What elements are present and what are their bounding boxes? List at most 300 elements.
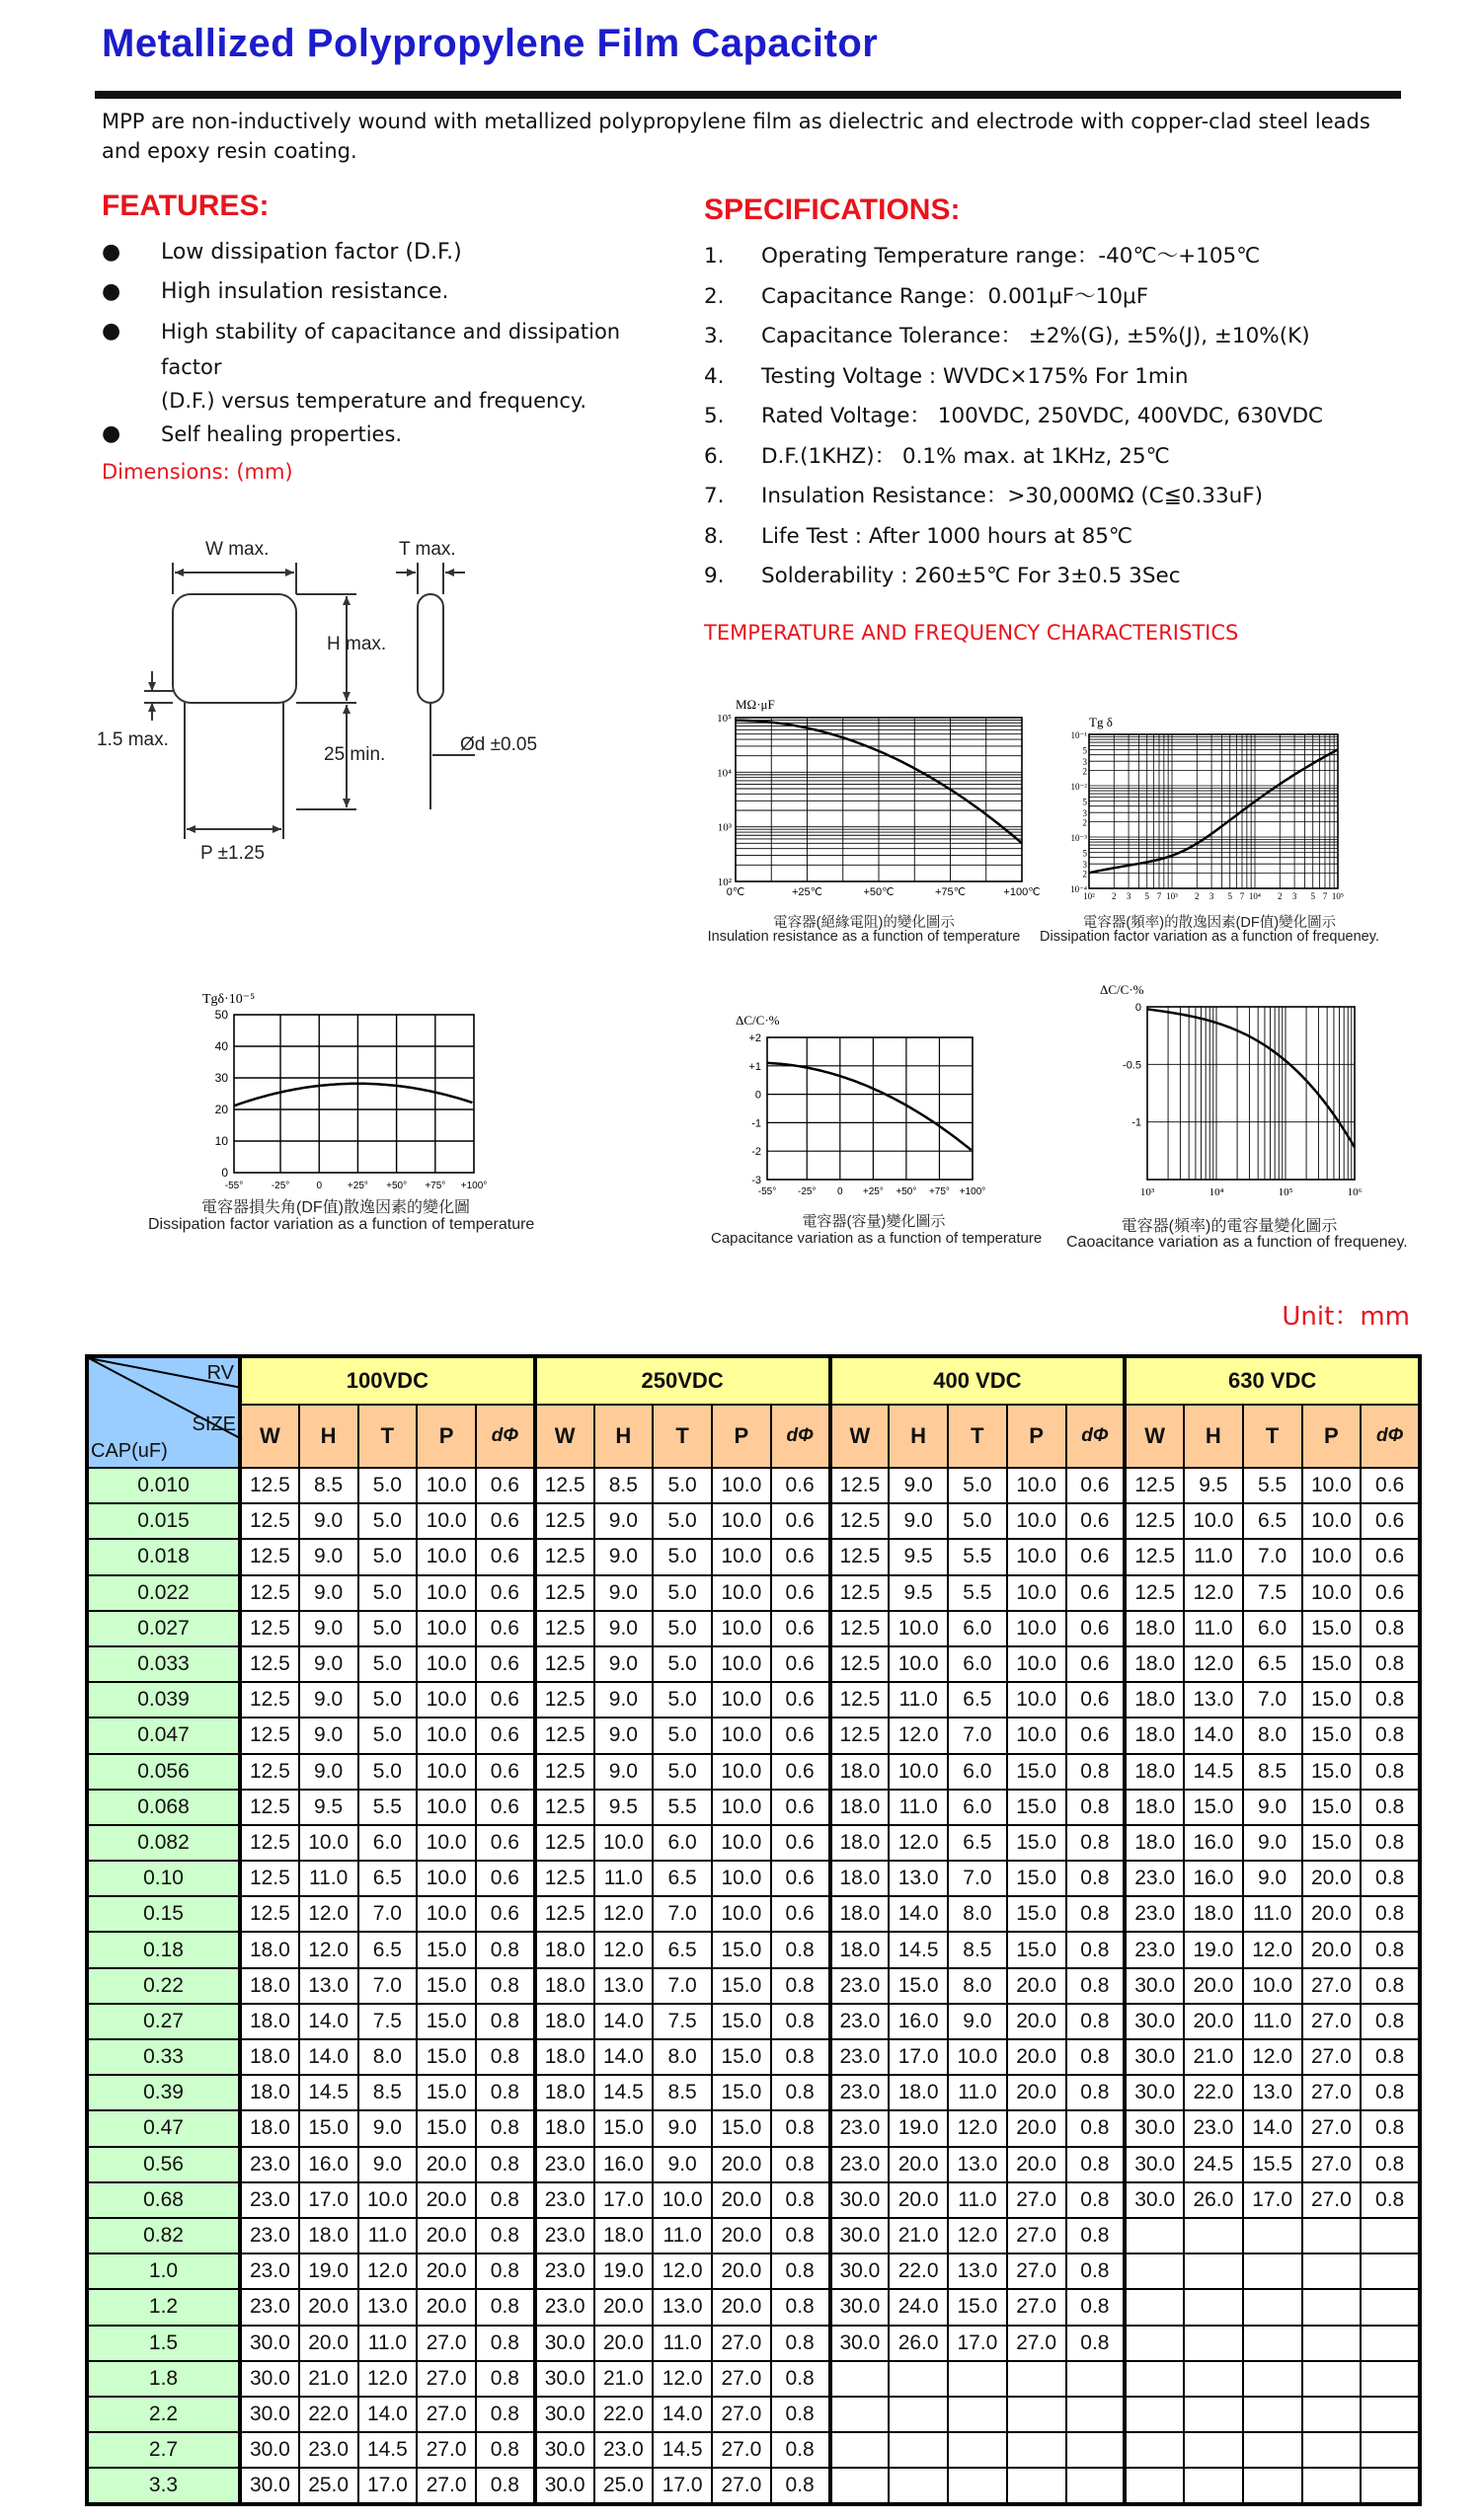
empty-cell — [1361, 2218, 1420, 2253]
size-value-cell: 10.0 — [1007, 1575, 1066, 1611]
size-value-cell: 12.0 — [299, 1932, 358, 1967]
tick-label: +50° — [386, 1181, 408, 1191]
size-value-cell: 0.8 — [771, 2468, 830, 2504]
size-value-cell: 27.0 — [712, 2432, 771, 2468]
size-value-cell: 12.0 — [889, 1718, 948, 1753]
size-value-cell: 12.5 — [1125, 1503, 1184, 1539]
size-value-cell: 9.0 — [889, 1468, 948, 1503]
size-value-cell: 12.0 — [299, 1896, 358, 1932]
df-temperature-caption-cn: 電容器損失角(DF值)散逸因素的變化圖 — [201, 1199, 470, 1216]
capacitance-cell: 0.15 — [87, 1896, 240, 1932]
size-value-cell: 15.0 — [1007, 1861, 1066, 1896]
size-value-cell: 15.0 — [712, 2110, 771, 2146]
size-value-cell: 12.0 — [1184, 1646, 1243, 1682]
size-value-cell: 27.0 — [1007, 2289, 1066, 2325]
tick-label: 5 — [1310, 891, 1315, 901]
size-value-cell: 7.0 — [1243, 1539, 1302, 1574]
tick-label: 3 — [1082, 860, 1087, 871]
size-value-cell: 9.0 — [1243, 1861, 1302, 1896]
empty-cell — [1066, 2432, 1126, 2468]
size-value-cell: 10.0 — [712, 1790, 771, 1825]
size-value-cell: 0.8 — [476, 2147, 535, 2182]
size-value-cell: 10.0 — [1302, 1539, 1362, 1574]
size-value-cell: 0.6 — [1066, 1611, 1126, 1646]
size-value-cell: 18.0 — [1125, 1790, 1184, 1825]
size-value-cell: 5.0 — [948, 1468, 1007, 1503]
capacitance-cell: 0.56 — [87, 2147, 240, 2182]
tick-label: 2 — [1082, 817, 1087, 828]
table-row — [87, 2110, 1420, 2146]
size-value-cell: 12.5 — [830, 1575, 890, 1611]
chart-ylabel: Tgδ·10⁻⁵ — [202, 992, 256, 1007]
size-value-cell: 5.5 — [948, 1575, 1007, 1611]
size-value-cell: 23.0 — [830, 2075, 890, 2110]
size-value-cell: 0.6 — [476, 1754, 535, 1790]
size-value-cell: 16.0 — [1184, 1861, 1243, 1896]
size-value-cell: 27.0 — [1007, 2182, 1066, 2218]
table-row — [87, 1611, 1420, 1646]
capacitance-cell: 0.047 — [87, 1718, 240, 1753]
size-column-header: P — [1007, 1405, 1066, 1468]
size-value-cell: 0.8 — [476, 2432, 535, 2468]
size-value-cell: 13.0 — [358, 2289, 418, 2325]
size-value-cell: 20.0 — [1302, 1861, 1362, 1896]
size-value-cell: 10.0 — [1302, 1503, 1362, 1539]
size-value-cell: 27.0 — [712, 2397, 771, 2432]
tick-label: +75° — [425, 1181, 446, 1191]
tick-label: 5 — [1144, 891, 1149, 901]
unit-label: Unit：mm — [1282, 1302, 1410, 1332]
size-column-header: P — [712, 1405, 771, 1468]
size-value-cell: 21.0 — [1184, 2039, 1243, 2075]
size-value-cell: 5.5 — [948, 1539, 1007, 1574]
capacitance-cell: 1.2 — [87, 2289, 240, 2325]
size-value-cell: 18.0 — [240, 2075, 299, 2110]
size-value-cell: 0.6 — [476, 1825, 535, 1861]
size-value-cell: 0.8 — [1066, 1825, 1126, 1861]
table-row — [87, 1682, 1420, 1718]
size-value-cell: 7.0 — [653, 1896, 712, 1932]
size-value-cell: 11.0 — [594, 1861, 654, 1896]
empty-cell — [948, 2397, 1007, 2432]
size-value-cell: 12.0 — [1243, 1932, 1302, 1967]
size-value-cell: 27.0 — [417, 2432, 476, 2468]
empty-cell — [1361, 2432, 1420, 2468]
size-value-cell: 14.0 — [594, 2004, 654, 2039]
size-value-cell: 30.0 — [830, 2326, 890, 2361]
size-value-cell: 10.0 — [417, 1825, 476, 1861]
size-value-cell: 12.0 — [594, 1932, 654, 1967]
size-value-cell: 12.5 — [240, 1646, 299, 1682]
size-value-cell: 0.6 — [771, 1861, 830, 1896]
size-value-cell: 0.8 — [771, 2147, 830, 2182]
size-value-cell: 8.0 — [358, 2039, 418, 2075]
size-value-cell: 5.5 — [1243, 1468, 1302, 1503]
size-value-cell: 0.8 — [1066, 2253, 1126, 2289]
voltage-header: 630 VDC — [1125, 1356, 1420, 1405]
size-value-cell: 7.5 — [358, 2004, 418, 2039]
empty-cell — [1243, 2289, 1302, 2325]
size-value-cell: 12.5 — [535, 1896, 594, 1932]
capacitance-cell: 0.010 — [87, 1468, 240, 1503]
size-value-cell: 9.0 — [594, 1539, 654, 1574]
size-value-cell: 30.0 — [1125, 1968, 1184, 2004]
voltage-header: 400 VDC — [830, 1356, 1126, 1405]
size-value-cell: 11.0 — [299, 1861, 358, 1896]
size-value-cell: 9.0 — [299, 1682, 358, 1718]
table-row — [87, 1754, 1420, 1790]
size-value-cell: 25.0 — [594, 2468, 654, 2504]
size-value-cell: 15.0 — [1007, 1932, 1066, 1967]
empty-cell — [1361, 2397, 1420, 2432]
size-value-cell: 10.0 — [417, 1682, 476, 1718]
size-value-cell: 10.0 — [1302, 1468, 1362, 1503]
size-value-cell: 18.0 — [1125, 1825, 1184, 1861]
chart-ylabel: Tg δ — [1089, 715, 1113, 729]
size-value-cell: 14.0 — [889, 1896, 948, 1932]
spec-text: Capacitance Range：0.001μF～10μF — [761, 283, 1149, 309]
size-value-cell: 30.0 — [1125, 2075, 1184, 2110]
size-value-cell: 7.5 — [653, 2004, 712, 2039]
size-column-header: W — [830, 1405, 890, 1468]
empty-cell — [1243, 2468, 1302, 2504]
size-value-cell: 9.0 — [653, 2110, 712, 2146]
size-value-cell: 23.0 — [535, 2182, 594, 2218]
size-value-cell: 0.8 — [771, 2432, 830, 2468]
spec-text: Rated Voltage： 100VDC, 250VDC, 400VDC, 630VDC — [761, 404, 1324, 428]
size-value-cell: 8.0 — [1243, 1718, 1302, 1753]
size-value-cell: 12.5 — [830, 1611, 890, 1646]
spec-number: 9. — [704, 564, 725, 588]
spec-number: 6. — [704, 443, 725, 469]
size-value-cell: 9.0 — [299, 1718, 358, 1753]
size-value-cell: 15.0 — [712, 1968, 771, 2004]
size-value-cell: 30.0 — [535, 2432, 594, 2468]
size-value-cell: 9.0 — [594, 1754, 654, 1790]
size-value-cell: 11.0 — [948, 2075, 1007, 2110]
size-value-cell: 18.0 — [240, 2004, 299, 2039]
size-value-cell: 12.0 — [358, 2361, 418, 2397]
size-value-cell: 15.0 — [712, 1932, 771, 1967]
size-value-cell: 0.8 — [771, 2039, 830, 2075]
size-value-cell: 0.6 — [1066, 1539, 1126, 1574]
df-frequency-caption-en: Dissipation factor variation as a function of frequeney. — [1040, 929, 1379, 945]
size-value-cell: 0.8 — [1361, 2182, 1420, 2218]
size-value-cell: 18.0 — [830, 1825, 890, 1861]
capacitance-cell: 0.022 — [87, 1575, 240, 1611]
size-value-cell: 27.0 — [1302, 1968, 1362, 2004]
size-column-header: dΦ — [476, 1405, 535, 1468]
size-value-cell: 9.0 — [594, 1718, 654, 1753]
size-value-cell: 11.0 — [653, 2218, 712, 2253]
size-value-cell: 9.5 — [889, 1575, 948, 1611]
capacitance-cell: 0.39 — [87, 2075, 240, 2110]
size-value-cell: 0.8 — [476, 2397, 535, 2432]
tick-label: 10 — [214, 1134, 228, 1148]
size-value-cell: 30.0 — [830, 2218, 890, 2253]
size-value-cell: 23.0 — [1125, 1896, 1184, 1932]
tick-label: -55° — [224, 1181, 244, 1191]
tick-label: 2 — [1082, 869, 1087, 879]
tick-label: -1 — [1131, 1116, 1141, 1129]
size-value-cell: 30.0 — [1125, 2147, 1184, 2182]
table-row — [87, 1790, 1420, 1825]
size-value-cell: 13.0 — [594, 1968, 654, 2004]
size-value-cell: 0.8 — [1066, 1968, 1126, 2004]
tick-label: 2 — [1082, 766, 1087, 777]
capacitance-cell: 0.033 — [87, 1646, 240, 1682]
size-value-cell: 20.0 — [712, 2218, 771, 2253]
size-value-cell: 0.8 — [771, 2397, 830, 2432]
size-value-cell: 15.0 — [594, 2110, 654, 2146]
tick-label: +100℃ — [1003, 886, 1041, 898]
size-value-cell: 0.6 — [476, 1468, 535, 1503]
size-value-cell: 13.0 — [948, 2253, 1007, 2289]
size-value-cell: 9.0 — [594, 1503, 654, 1539]
size-value-cell: 20.0 — [1007, 2039, 1066, 2075]
tick-label: 0 — [837, 1186, 843, 1197]
tick-label: +50° — [896, 1186, 917, 1197]
size-value-cell: 12.5 — [830, 1503, 890, 1539]
size-value-cell: 15.0 — [1184, 1790, 1243, 1825]
size-value-cell: 18.0 — [1184, 1896, 1243, 1932]
empty-cell — [1184, 2253, 1243, 2289]
size-value-cell: 0.6 — [771, 1575, 830, 1611]
size-value-cell: 6.0 — [653, 1825, 712, 1861]
empty-cell — [1361, 2361, 1420, 2397]
empty-cell — [1361, 2253, 1420, 2289]
size-value-cell: 18.0 — [535, 2004, 594, 2039]
size-value-cell: 5.5 — [358, 1790, 418, 1825]
features-list — [102, 235, 684, 456]
size-value-cell: 21.0 — [594, 2361, 654, 2397]
size-value-cell: 20.0 — [1184, 2004, 1243, 2039]
size-value-cell: 10.0 — [712, 1682, 771, 1718]
empty-cell — [1184, 2397, 1243, 2432]
empty-cell — [1243, 2326, 1302, 2361]
size-value-cell: 0.8 — [1066, 2326, 1126, 2361]
size-value-cell: 20.0 — [1007, 1968, 1066, 2004]
empty-cell — [948, 2361, 1007, 2397]
size-value-cell: 5.0 — [653, 1575, 712, 1611]
tick-label: -25° — [271, 1181, 290, 1191]
size-value-cell: 15.0 — [712, 2004, 771, 2039]
size-value-cell: 6.0 — [948, 1754, 1007, 1790]
capacitance-cell: 2.2 — [87, 2397, 240, 2432]
size-value-cell: 0.8 — [476, 2361, 535, 2397]
size-value-cell: 14.0 — [594, 2039, 654, 2075]
size-value-cell: 5.0 — [358, 1754, 418, 1790]
size-value-cell: 30.0 — [1125, 2004, 1184, 2039]
size-value-cell: 16.0 — [1184, 1825, 1243, 1861]
size-value-cell: 18.0 — [1125, 1718, 1184, 1753]
empty-cell — [1243, 2253, 1302, 2289]
spec-text: Testing Voltage : WVDC×175% For 1min — [761, 363, 1189, 389]
plot-frame — [1147, 1007, 1355, 1180]
size-value-cell: 21.0 — [889, 2218, 948, 2253]
capacitance-cell: 0.18 — [87, 1932, 240, 1967]
table-row — [87, 1646, 1420, 1682]
size-value-cell: 0.6 — [1066, 1646, 1126, 1682]
empty-cell — [1125, 2326, 1184, 2361]
capacitance-temperature-caption-cn: 電容器(容量)變化圖示 — [802, 1213, 946, 1230]
size-value-cell: 0.8 — [771, 2326, 830, 2361]
size-value-cell: 9.0 — [299, 1646, 358, 1682]
size-value-cell: 14.0 — [299, 2004, 358, 2039]
tick-label: 0℃ — [726, 886, 745, 898]
capacitance-cell: 1.8 — [87, 2361, 240, 2397]
size-value-cell: 11.0 — [358, 2326, 418, 2361]
insulation-caption-en: Insulation resistance as a function of temperature — [707, 929, 1021, 945]
tick-label: 10⁻² — [1070, 782, 1087, 792]
size-value-cell: 12.5 — [830, 1539, 890, 1574]
empty-cell — [1184, 2289, 1243, 2325]
size-value-cell: 19.0 — [594, 2253, 654, 2289]
size-value-cell: 0.8 — [476, 1968, 535, 2004]
empty-cell — [1007, 2468, 1066, 2504]
tick-label: 10⁻³ — [1070, 833, 1087, 843]
size-value-cell: 10.0 — [417, 1646, 476, 1682]
size-value-cell: 0.6 — [476, 1611, 535, 1646]
size-value-cell: 15.0 — [1007, 1754, 1066, 1790]
spec-text: D.F.(1KHZ)： 0.1% max. at 1KHz, 25℃ — [761, 443, 1170, 469]
size-value-cell: 10.0 — [417, 1861, 476, 1896]
pitch-label: P ±1.25 — [200, 843, 266, 864]
spec-item — [704, 479, 1415, 519]
table-row — [87, 1825, 1420, 1861]
size-value-cell: 23.0 — [830, 2147, 890, 2182]
size-value-cell: 9.0 — [594, 1682, 654, 1718]
bullet-icon: ● — [102, 240, 121, 265]
size-value-cell: 9.0 — [358, 2147, 418, 2182]
size-value-cell: 15.0 — [712, 2039, 771, 2075]
size-value-cell: 13.0 — [1243, 2075, 1302, 2110]
size-value-cell: 5.0 — [948, 1503, 1007, 1539]
size-value-cell: 8.5 — [594, 1468, 654, 1503]
tick-label: -55° — [757, 1186, 777, 1197]
table-row — [87, 2182, 1420, 2218]
size-value-cell: 17.0 — [889, 2039, 948, 2075]
size-column-header: T — [653, 1405, 712, 1468]
size-value-cell: 20.0 — [1302, 1932, 1362, 1967]
empty-cell — [1125, 2253, 1184, 2289]
size-value-cell: 15.0 — [417, 1968, 476, 2004]
tick-label: 10⁵ — [1278, 1186, 1293, 1198]
size-value-cell: 5.0 — [653, 1503, 712, 1539]
size-value-cell: 12.5 — [535, 1539, 594, 1574]
size-value-cell: 0.8 — [476, 2468, 535, 2504]
size-value-cell: 12.5 — [240, 1539, 299, 1574]
size-value-cell: 12.0 — [594, 1896, 654, 1932]
table-row — [87, 2289, 1420, 2325]
size-value-cell: 22.0 — [889, 2253, 948, 2289]
size-value-cell: 0.8 — [1066, 1754, 1126, 1790]
empty-cell — [1184, 2326, 1243, 2361]
size-value-cell: 0.6 — [476, 1790, 535, 1825]
size-value-cell: 23.0 — [830, 2004, 890, 2039]
size-value-cell: 27.0 — [417, 2397, 476, 2432]
empty-cell — [1302, 2432, 1362, 2468]
lead-min-label: 25 min. — [324, 744, 386, 765]
size-value-cell: 0.8 — [1066, 1861, 1126, 1896]
size-value-cell: 5.0 — [653, 1718, 712, 1753]
size-value-cell: 14.0 — [1184, 1718, 1243, 1753]
table-row — [87, 2253, 1420, 2289]
tick-label: 5 — [1227, 891, 1232, 901]
tick-label: 3 — [1082, 757, 1087, 768]
size-value-cell: 23.0 — [594, 2432, 654, 2468]
size-value-cell: 10.0 — [712, 1468, 771, 1503]
size-value-cell: 5.0 — [653, 1646, 712, 1682]
spec-item — [704, 439, 1415, 480]
size-value-cell: 5.0 — [653, 1611, 712, 1646]
size-value-cell: 10.0 — [712, 1539, 771, 1574]
size-column-header: P — [417, 1405, 476, 1468]
size-value-cell: 7.0 — [948, 1861, 1007, 1896]
size-value-cell: 19.0 — [1184, 1932, 1243, 1967]
size-value-cell: 12.5 — [240, 1790, 299, 1825]
specifications-heading: SPECIFICATIONS: — [704, 193, 961, 226]
size-value-cell: 27.0 — [1302, 2110, 1362, 2146]
size-value-cell: 0.8 — [1066, 1790, 1126, 1825]
feature-item-continuation: (D.F.) versus temperature and frequency. — [161, 389, 587, 413]
size-value-cell: 18.0 — [535, 1932, 594, 1967]
capacitance-cell: 0.47 — [87, 2110, 240, 2146]
table-row — [87, 2468, 1420, 2504]
size-value-cell: 27.0 — [712, 2326, 771, 2361]
tick-label: 0 — [1134, 1002, 1141, 1014]
size-value-cell: 18.0 — [830, 1754, 890, 1790]
size-value-cell: 15.5 — [1243, 2147, 1302, 2182]
empty-cell — [889, 2397, 948, 2432]
size-value-cell: 27.0 — [417, 2326, 476, 2361]
size-value-cell: 10.0 — [1302, 1575, 1362, 1611]
size-value-cell: 15.0 — [417, 2039, 476, 2075]
size-value-cell: 10.0 — [299, 1825, 358, 1861]
empty-cell — [830, 2432, 890, 2468]
size-value-cell: 6.5 — [653, 1932, 712, 1967]
df-temperature-chart — [193, 985, 489, 1194]
size-value-cell: 25.0 — [299, 2468, 358, 2504]
table-row — [87, 2004, 1420, 2039]
size-value-cell: 0.8 — [476, 2253, 535, 2289]
capacitance-cell: 1.5 — [87, 2326, 240, 2361]
size-value-cell: 18.0 — [594, 2218, 654, 2253]
size-value-cell: 14.5 — [358, 2432, 418, 2468]
tick-label: -25° — [798, 1186, 817, 1197]
size-value-cell: 12.0 — [948, 2110, 1007, 2146]
size-value-cell: 12.0 — [889, 1825, 948, 1861]
capacitance-cell: 0.10 — [87, 1861, 240, 1896]
size-value-cell: 0.6 — [1361, 1575, 1420, 1611]
size-value-cell: 12.5 — [830, 1682, 890, 1718]
size-value-cell: 0.8 — [771, 1932, 830, 1967]
size-value-cell: 20.0 — [1007, 2075, 1066, 2110]
size-value-cell: 18.0 — [830, 1932, 890, 1967]
size-value-cell: 30.0 — [535, 2468, 594, 2504]
size-value-cell: 15.0 — [417, 2004, 476, 2039]
table-row — [87, 2361, 1420, 2397]
size-value-cell: 12.0 — [1243, 2039, 1302, 2075]
size-value-cell: 14.5 — [653, 2432, 712, 2468]
table-row — [87, 2397, 1420, 2432]
size-value-cell: 12.5 — [830, 1646, 890, 1682]
size-value-cell: 14.0 — [299, 2039, 358, 2075]
size-value-cell: 0.8 — [1361, 2039, 1420, 2075]
capacitance-cell: 0.015 — [87, 1503, 240, 1539]
size-value-cell: 27.0 — [1302, 2004, 1362, 2039]
size-value-cell: 5.0 — [653, 1754, 712, 1790]
